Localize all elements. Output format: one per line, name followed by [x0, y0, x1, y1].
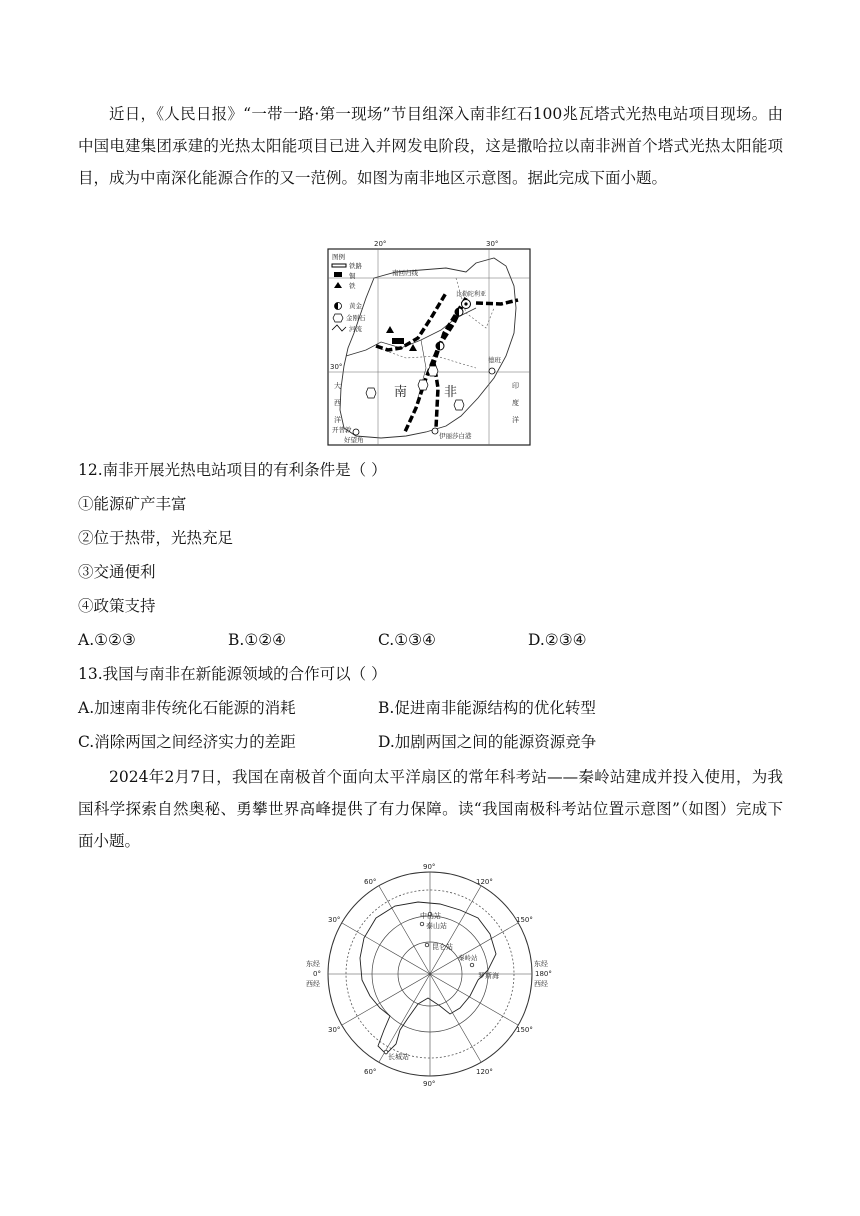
city-durban-label: 德班: [488, 356, 501, 364]
atlantic-label-2: 西: [334, 399, 341, 407]
tropic-label: 南回归线: [392, 269, 418, 277]
lon-label-lower-left-30: 30°: [328, 1026, 341, 1034]
south-africa-map: [326, 238, 534, 448]
lon-label-upper-left-30: 30°: [328, 916, 341, 924]
railway-icon: [332, 264, 346, 267]
diamond-icon: [428, 366, 438, 376]
q12-item-2: ②位于热带，光热充足: [78, 529, 234, 547]
q12-item-4: ④政策支持: [78, 597, 156, 615]
legend-railway: 铁路: [349, 262, 362, 270]
iron-icon: [334, 282, 342, 288]
legend-iron: 铁: [349, 282, 356, 290]
q13-stem: 13.我国与南非在新能源领域的合作可以（ ）: [78, 665, 387, 683]
river-icon: [332, 325, 346, 331]
diamond-icon: [333, 314, 343, 322]
diamond-icon: [366, 388, 376, 398]
city-cape-of-good-hope-label: 好望角: [344, 436, 364, 444]
lon-label-bottom-90: 90°: [423, 1080, 436, 1088]
east-label-west: 西经: [534, 980, 548, 988]
city-capetown-marker: [353, 429, 359, 435]
west-label-east: 东经: [306, 960, 320, 968]
q12-stem: 12.南非开展光热电站项目的有利条件是（ ）: [78, 461, 387, 479]
q12-item-3: ③交通便利: [78, 563, 156, 581]
diamond-icon: [454, 400, 464, 410]
atlantic-label-1: 大: [334, 382, 341, 390]
legend-river: 河流: [349, 325, 362, 333]
city-pretoria-label: 比勒陀利亚: [456, 291, 487, 298]
q12-item-1: ①能源矿产丰富: [78, 495, 187, 513]
station-kunlun-label: 昆仑站: [432, 943, 453, 951]
city-durban-marker: [489, 368, 495, 374]
lon-label-lower-right-150: 150°: [516, 1026, 533, 1034]
lon-label-20: 20°: [374, 240, 387, 248]
indian-label-1: 印: [512, 382, 519, 390]
legend-title: 图例: [332, 253, 345, 261]
q12-option-c: C.①③④: [378, 631, 436, 649]
q13-option-a: A.加速南非传统化石能源的消耗: [78, 699, 296, 717]
q12-option-d: D.②③④: [528, 631, 587, 649]
station-taishan-label: 泰山站: [426, 922, 447, 930]
map-frame: [328, 249, 530, 445]
country-label-1: 南: [394, 385, 408, 400]
lon-label-30: 30°: [486, 240, 499, 248]
city-capetown-label: 开普敦: [332, 426, 352, 434]
legend-copper: 铜: [349, 272, 356, 280]
q12-option-a: A.①②③: [78, 631, 136, 649]
station-qinling-label: 秦岭站: [458, 954, 478, 962]
iron-icon: [386, 326, 394, 333]
legend-diamond: 金刚石: [346, 314, 366, 322]
q13-option-d: D.加剧两国之间的能源资源竞争: [378, 733, 597, 751]
lon-label-upper-left-60: 60°: [364, 878, 377, 886]
lon-label-upper-right-150: 150°: [516, 916, 533, 924]
q13-option-b: B.促进南非能源结构的优化转型: [378, 699, 596, 717]
country-label-2: 非: [444, 385, 458, 400]
east-label-deg: 180°: [535, 970, 552, 978]
copper-icon: [334, 272, 342, 277]
lon-label-upper-right-120: 120°: [476, 878, 493, 886]
east-label-east: 东经: [534, 960, 548, 968]
ross-sea-label: 罗斯海: [478, 972, 499, 980]
intro-paragraph-1: 近日，《人民日报》“一带一路·第一现场”节目组深入南非红石100兆瓦塔式光热电站项目现场。由中国电建集团承建的光热太阳能项目已进入并网发电阶段，这是撒哈拉以南非洲首个塔式光热太阳能项目，成为中南深化能源合作的又一范例。如图为南非地区示意图。据此完成下面小题。: [78, 105, 783, 187]
station-greatwall-label: 长城站: [388, 1053, 409, 1061]
q13-option-c: C.消除两国之间经济实力的差距: [78, 733, 296, 751]
diamond-icon: [418, 380, 428, 390]
lon-label-lower-left-60: 60°: [364, 1068, 377, 1076]
station-kunlun-marker: [425, 943, 429, 947]
q12-option-b: B.①②④: [228, 631, 287, 649]
city-port-elizabeth-marker: [432, 428, 438, 434]
lon-label-top-90: 90°: [423, 863, 436, 871]
west-label-west: 西经: [306, 980, 320, 988]
atlantic-label-3: 洋: [334, 416, 341, 424]
intro-paragraph-2: 2024年2月7日，我国在南极首个面向太平洋扇区的常年科考站——秦岭站建成并投入使用，为我国科学探索自然奥秘、勇攀世界高峰提供了有力保障。读“我国南极科考站位置示意图”（如图）完成下面小题。: [78, 768, 783, 850]
station-qinling-marker: [470, 963, 474, 967]
lon-label-lower-right-120: 120°: [476, 1068, 493, 1076]
indian-label-3: 洋: [512, 416, 519, 424]
copper-icon: [392, 338, 404, 344]
lat-label-30: 30°: [330, 363, 343, 371]
legend-gold: 黄金: [349, 302, 362, 310]
indian-label-2: 度: [512, 399, 519, 407]
iron-icon: [409, 344, 417, 351]
west-label-deg: 0°: [313, 970, 321, 978]
station-taishan-marker: [420, 922, 424, 926]
city-port-elizabeth-label: 伊丽莎白港: [439, 432, 472, 440]
antarctica-station-map: [300, 858, 560, 1090]
land-outline: [340, 258, 516, 438]
station-zhongshan-label: 中山站: [420, 912, 441, 920]
